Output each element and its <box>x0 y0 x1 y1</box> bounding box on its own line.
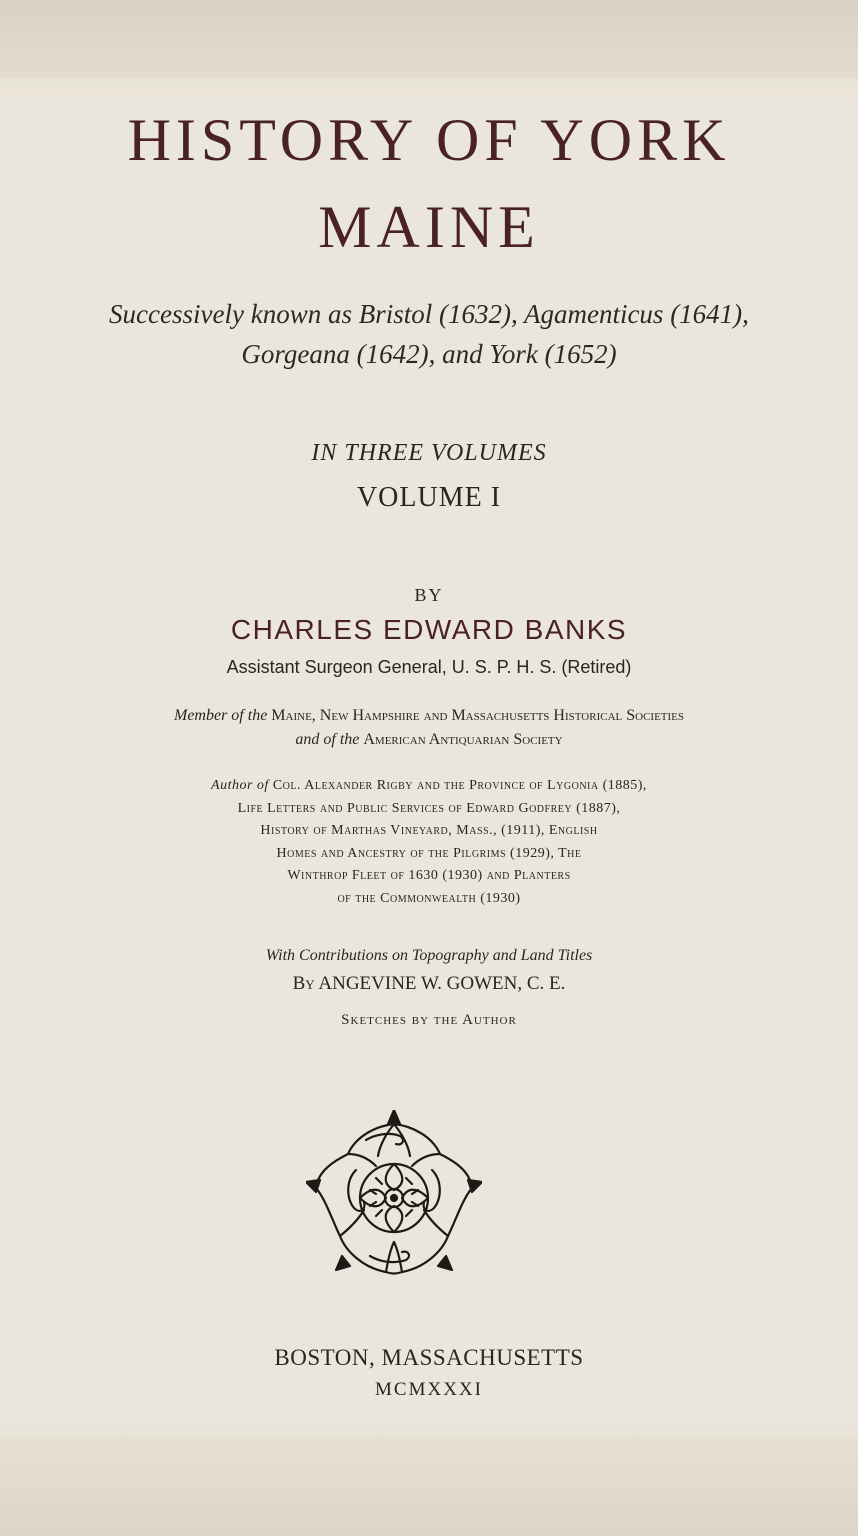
book-title-line-1: HISTORY OF YORK <box>127 107 731 173</box>
page-top-shadow <box>0 0 858 78</box>
volume-number: VOLUME I <box>356 482 502 513</box>
volume-set-label: IN THREE VOLUMES <box>311 440 547 466</box>
works-text-1: Col. Alexander Rigby and the Province of Lygonia (1885), <box>272 778 647 793</box>
membership-line-2 <box>0 728 858 752</box>
works-line-3: History of Marthas Vineyard, Mass., (1911), English <box>260 823 598 838</box>
membership-antiquarian: American Antiquarian Society <box>363 731 563 748</box>
works-line-2: Life Letters and Public Services of Edward Godfrey (1887), <box>237 800 621 816</box>
sketches-credit: Sketches by the Author <box>341 1012 517 1028</box>
tudor-rose-icon <box>306 1110 482 1282</box>
works-line-1 <box>0 775 858 798</box>
contributions-line: With Contributions on Topography and Land Titles <box>265 947 593 964</box>
by-label: BY <box>414 585 444 605</box>
author-rank: Assistant Surgeon General, U. S. P. H. S. (Retired) <box>226 657 632 677</box>
other-works <box>0 775 858 910</box>
imprint-place: BOSTON, MASSACHUSETTS <box>274 1345 584 1370</box>
subtitle-line-1: Successively known as Bristol (1632), Agamenticus (1641), <box>109 299 749 329</box>
works-lead: Author of <box>211 778 269 793</box>
contributor-by: By <box>292 973 315 994</box>
membership-lead-2: and of the <box>295 731 360 748</box>
works-line-6: of the Commonwealth (1930) <box>337 890 521 906</box>
membership-societies: Maine, New Hampshire and Massachusetts Historical Societies <box>271 707 685 724</box>
book-title-line-2: MAINE <box>318 194 540 260</box>
imprint-year: MCMXXXI <box>375 1379 483 1400</box>
contributor-line <box>0 970 858 998</box>
membership-lead-1: Member of the <box>173 707 268 724</box>
page-bottom-shadow <box>0 1438 858 1536</box>
works-line-4: Homes and Ancestry of the Pilgrims (1929), The <box>276 845 582 861</box>
author-name: CHARLES EDWARD BANKS <box>230 614 628 645</box>
membership-line-1 <box>0 704 858 728</box>
contributor-name: ANGEVINE W. GOWEN, C. E. <box>318 973 566 994</box>
subtitle-line-2: Gorgeana (1642), and York (1652) <box>241 339 617 369</box>
works-line-5: Winthrop Fleet of 1630 (1930) and Planters <box>287 868 571 883</box>
